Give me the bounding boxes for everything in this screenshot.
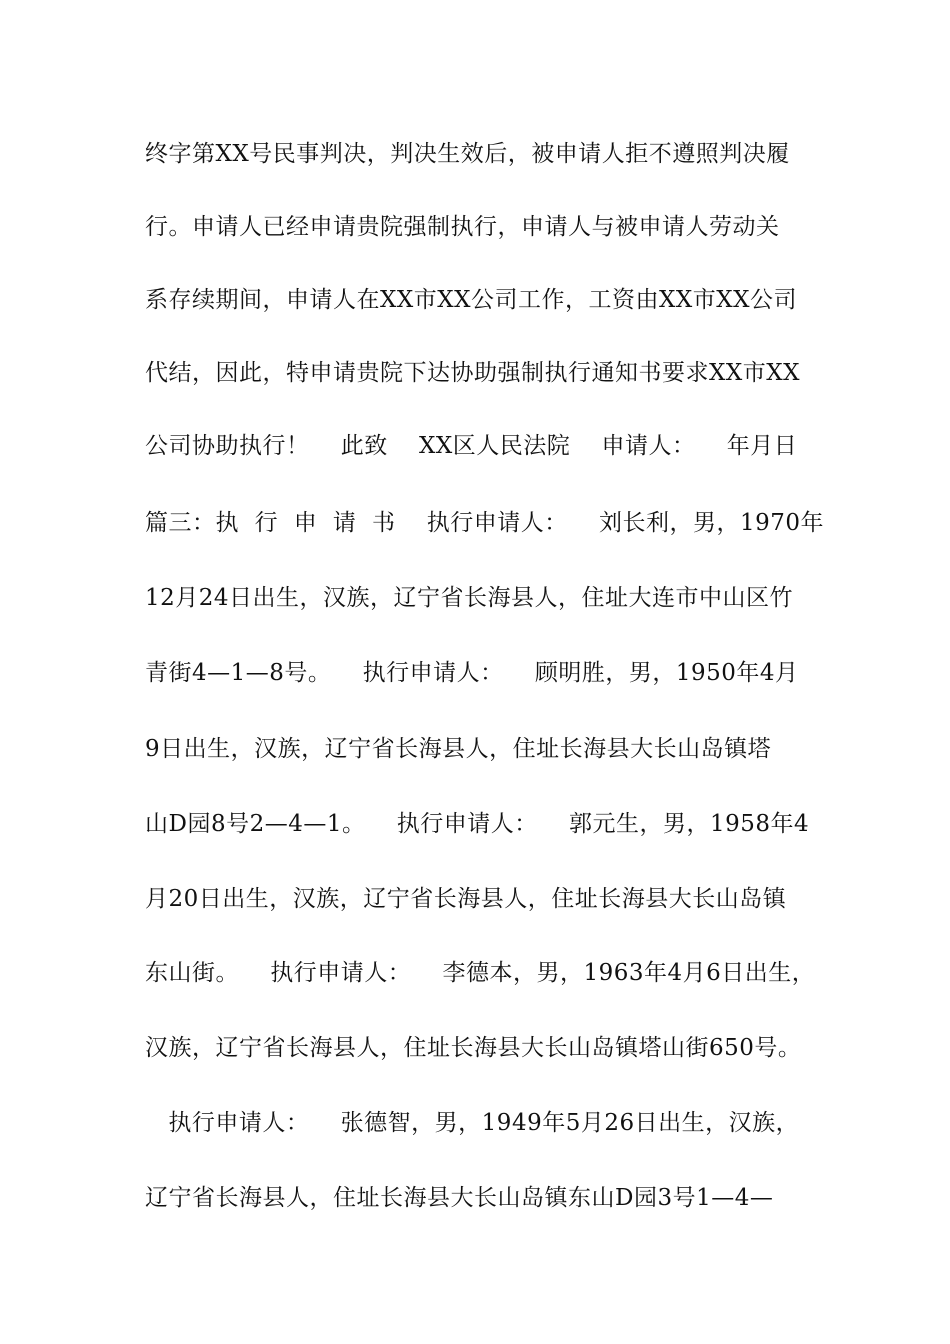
text-line: 辽宁省长海县人，住址长海县大长山岛镇东山D园3号1—4—	[145, 1185, 774, 1211]
text-line: 12月24日出生，汉族，辽宁省长海县人，住址大连市中山区竹	[145, 585, 794, 611]
text-line: 执行申请人： 张德智，男，1949年5月26日出生，汉族，	[145, 1110, 800, 1136]
text-line: 终字第XX号民事判决，判决生效后，被申请人拒不遵照判决履	[145, 141, 790, 167]
text-line: 9日出生，汉族，辽宁省长海县人，住址长海县大长山岛镇塔	[145, 736, 772, 762]
text-line: 山D园8号2—4—1。 执行申请人： 郭元生，男，1958年4	[145, 811, 810, 837]
text-line: 公司协助执行！ 此致 XX区人民法院 申请人： 年月日	[145, 433, 798, 459]
text-line: 篇三：执 行 申 请 书 执行申请人： 刘长利，男，1970年	[145, 510, 825, 536]
text-line: 行。申请人已经申请贵院强制执行，申请人与被申请人劳动关	[145, 214, 780, 240]
text-line: 青街4—1—8号。 执行申请人： 顾明胜，男，1950年4月	[145, 660, 799, 686]
text-line: 东山街。 执行申请人： 李德本，男，1963年4月6日出生，	[145, 960, 816, 986]
text-line: 月20日出生，汉族，辽宁省长海县人，住址长海县大长山岛镇	[145, 886, 787, 912]
text-line: 代结，因此，特申请贵院下达协助强制执行通知书要求XX市XX	[145, 360, 800, 386]
text-line: 汉族，辽宁省长海县人，住址长海县大长山岛镇塔山街650号。	[145, 1035, 802, 1061]
text-line: 系存续期间，申请人在XX市XX公司工作，工资由XX市XX公司	[145, 287, 797, 313]
